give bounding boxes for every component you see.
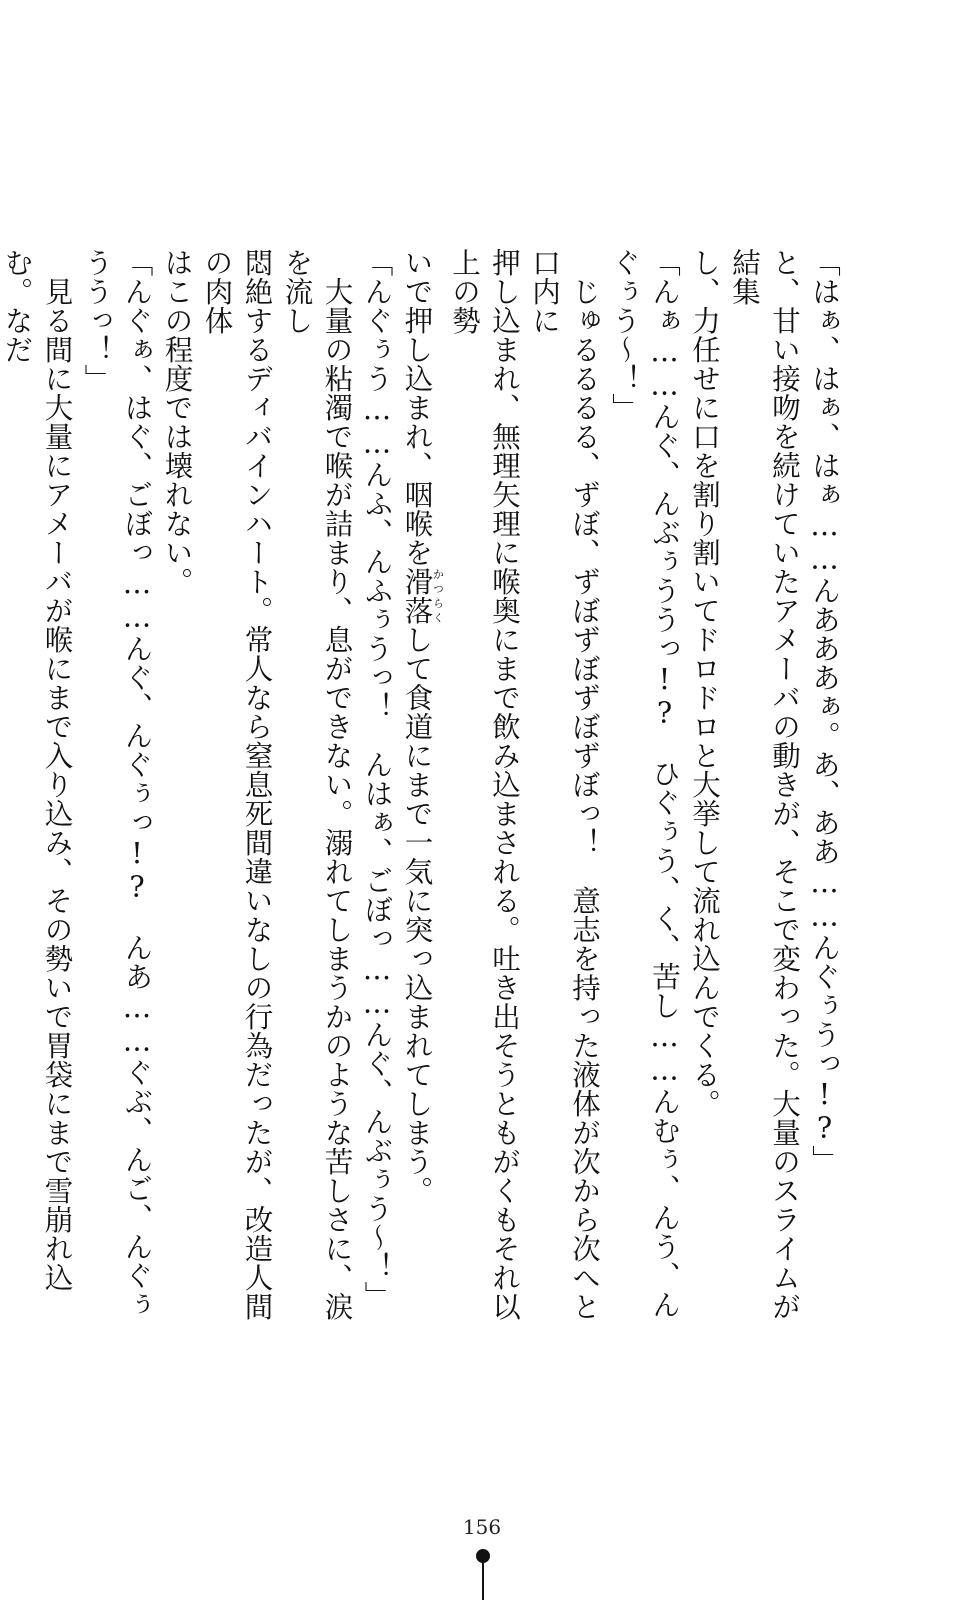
vertical-text-block <box>0 248 844 1328</box>
ruby-reading: かつらく <box>431 567 445 625</box>
text-line-7 <box>397 248 445 1328</box>
text-line-3: し、力任せに口を割り割いてドロドロと大挙して流れ込んでくる。 <box>688 248 721 1118</box>
ruby-base: 滑落 <box>400 567 434 625</box>
text-line-2: と、甘い接吻を続けていたアメーバの動きが、そこで変わった。大量のスライムが結集 <box>728 248 801 1321</box>
text-line-13: 見る間に大量にアメーバが喉にまで入り込み、その勢いで胃袋にまで雪崩れ込む。なだ <box>0 248 74 1292</box>
text-line-4: 「んぁ……んぐ、んぶぅううっ!? ひぐぅう、く、苦し……んむぅ、んう、んぐぅう〜！」 <box>608 248 681 1319</box>
text-line-9: 大量の粘濁で喉が詰まり、息ができない。溺れてしまうかのような苦しさに、涙を流し <box>280 248 354 1321</box>
folio-dot-icon <box>476 1549 490 1563</box>
folio-rule-line <box>482 1562 484 1600</box>
text-line-7-after: して食道にまで一気に突っ込まれてしまう。 <box>400 625 434 1205</box>
text-line-7-before: いで押し込まれ、咽喉を <box>400 248 434 567</box>
text-line-1: 「はぁ、はぁ、はぁ……んあああぁ。あ、ああ……んぐぅうっ!?」 <box>808 248 841 1174</box>
text-line-12: 「んぐぁ、はぐ、ごぼっ……んぐ、んぐぅっ!? んあ……ぐぶ、んご、んぐぅううっ！」 <box>80 248 154 1319</box>
text-line-8: 「んぐぅう……んふ、んふぅうっ！ んはぁ、ごぼっ……んぐ、んぶぅう〜！」 <box>360 248 394 1310</box>
text-line-5: じゅるるるる、ずぼ、ずぼずぼずぼずぼっ！ 意志を持った液体が次から次へと口内に <box>528 248 601 1321</box>
page-number: 156 <box>462 1515 502 1539</box>
text-line-6: 押し込まれ、無理矢理に喉奥にまで飲み込まされる。吐き出そうともがくもそれ以上の勢 <box>448 248 521 1321</box>
text-line-10: 悶絶するディバインハート。常人なら窒息死間違いなしの行為だったが、改造人間の肉体 <box>200 248 274 1321</box>
ruby-kanji <box>400 567 445 625</box>
text-line-11: はこの程度では壊れない。 <box>160 248 194 596</box>
